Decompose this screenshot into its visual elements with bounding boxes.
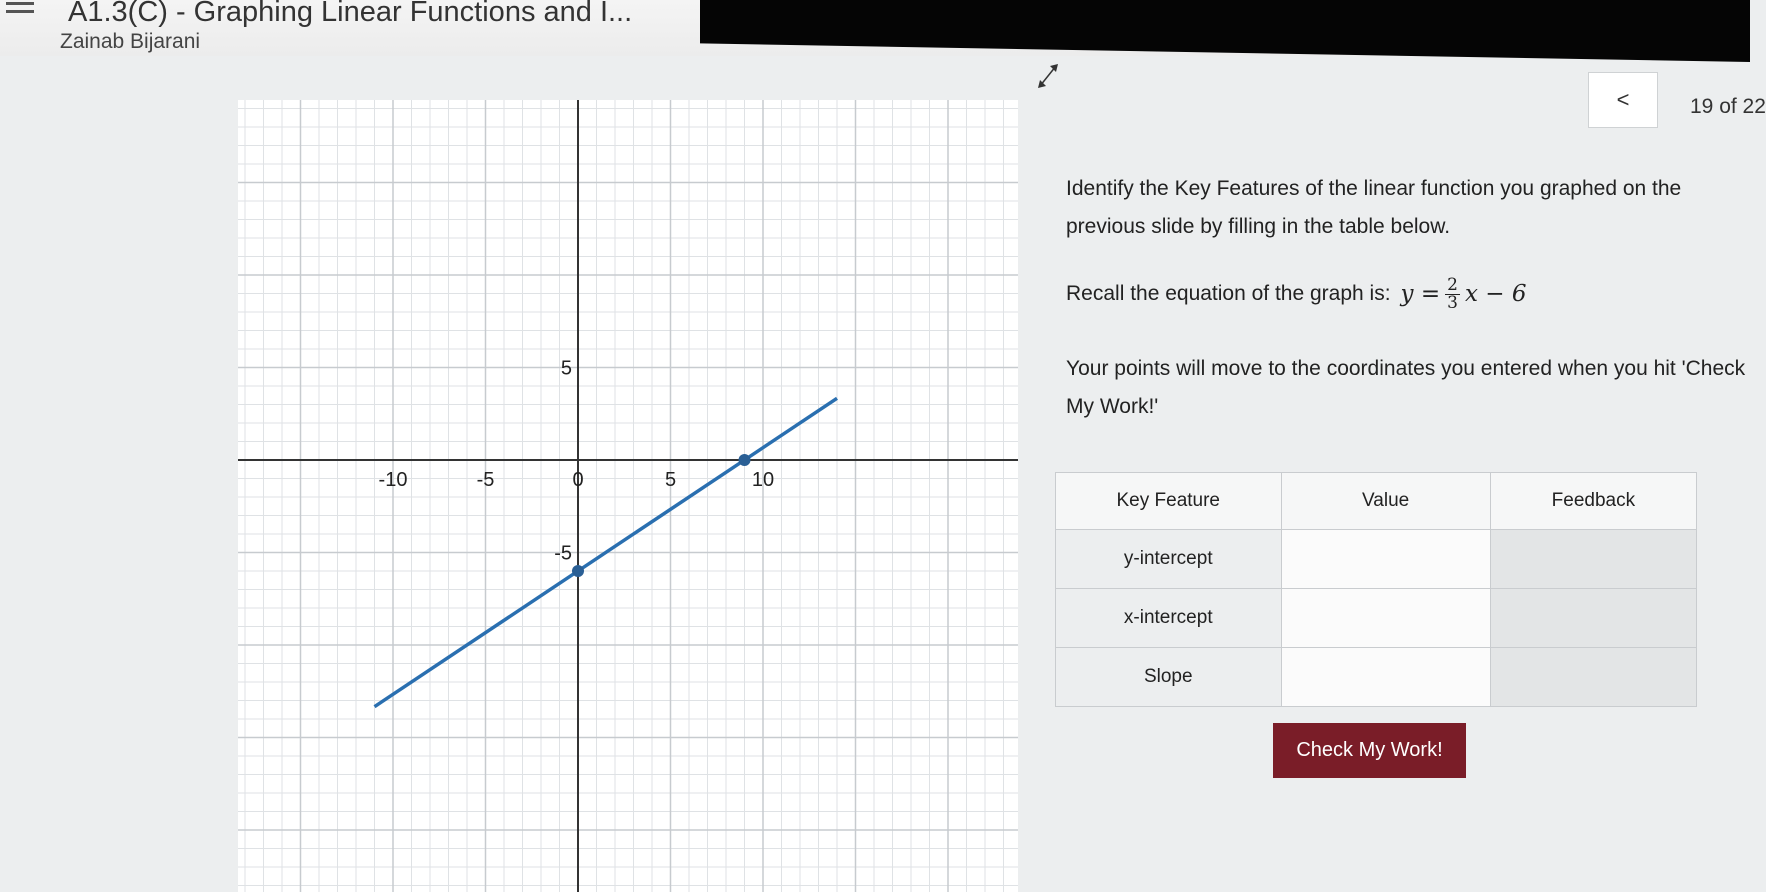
check-my-work-button[interactable]: Check My Work! <box>1273 723 1466 778</box>
x-intercept-feedback-cell <box>1490 589 1696 648</box>
slope-value-cell[interactable] <box>1281 648 1490 707</box>
equation-prefix: Recall the equation of the graph is: <box>1066 282 1391 305</box>
graph-point <box>739 454 751 466</box>
table-row <box>1056 589 1697 648</box>
x-tick-label: -5 <box>476 469 495 491</box>
key-features-table <box>1055 472 1697 707</box>
y-intercept-feedback-cell <box>1490 530 1696 589</box>
fraction-denominator: 3 <box>1447 292 1458 313</box>
row-feature-slope: Slope <box>1056 648 1282 707</box>
menu-icon[interactable] <box>6 2 34 24</box>
x-tick-label: 5 <box>664 469 677 491</box>
table-row <box>1056 648 1697 707</box>
equation-text <box>1066 275 1746 313</box>
y-tick-label: 5 <box>560 357 572 380</box>
x-tick-label: 10 <box>751 469 775 491</box>
y-intercept-value-cell[interactable] <box>1281 530 1490 589</box>
instruction-text: Identify the Key Features of the linear function you graphed on the previous slide by filling in the table below. <box>1066 177 1682 238</box>
check-work-note: Your points will move to the coordinates you entered when you hit 'Check My Work!' <box>1066 357 1746 418</box>
y-tick-label: -5 <box>554 542 572 565</box>
user-name: Zainab Bijarani <box>60 30 201 53</box>
table-row <box>1056 530 1697 589</box>
equation <box>1401 275 1527 313</box>
slide-counter: 19 of 22 <box>1690 95 1766 118</box>
x-tick-label: 0 <box>572 469 584 491</box>
app-title: A1.3(C) - Graphing Linear Functions and I... <box>68 0 633 28</box>
previous-slide-button[interactable]: < <box>1588 72 1658 128</box>
row-feature-y-intercept: y-intercept <box>1056 530 1282 589</box>
coordinate-graph[interactable] <box>238 100 1018 892</box>
equation-fraction <box>1445 274 1460 313</box>
x-tick-label: -10 <box>378 469 408 491</box>
x-intercept-value-cell[interactable] <box>1281 589 1490 648</box>
slope-feedback-cell <box>1490 648 1696 707</box>
fraction-numerator: 2 <box>1447 274 1458 295</box>
equation-lhs: y = <box>1400 281 1441 307</box>
expand-icon[interactable] <box>1036 62 1060 90</box>
instructions <box>1066 170 1746 426</box>
graph-point <box>572 565 584 577</box>
table-header-feature: Key Feature <box>1056 473 1282 530</box>
row-feature-x-intercept: x-intercept <box>1056 589 1282 648</box>
table-header-feedback: Feedback <box>1490 473 1696 530</box>
table-header-value: Value <box>1281 473 1490 530</box>
equation-rhs: x − 6 <box>1464 281 1527 307</box>
